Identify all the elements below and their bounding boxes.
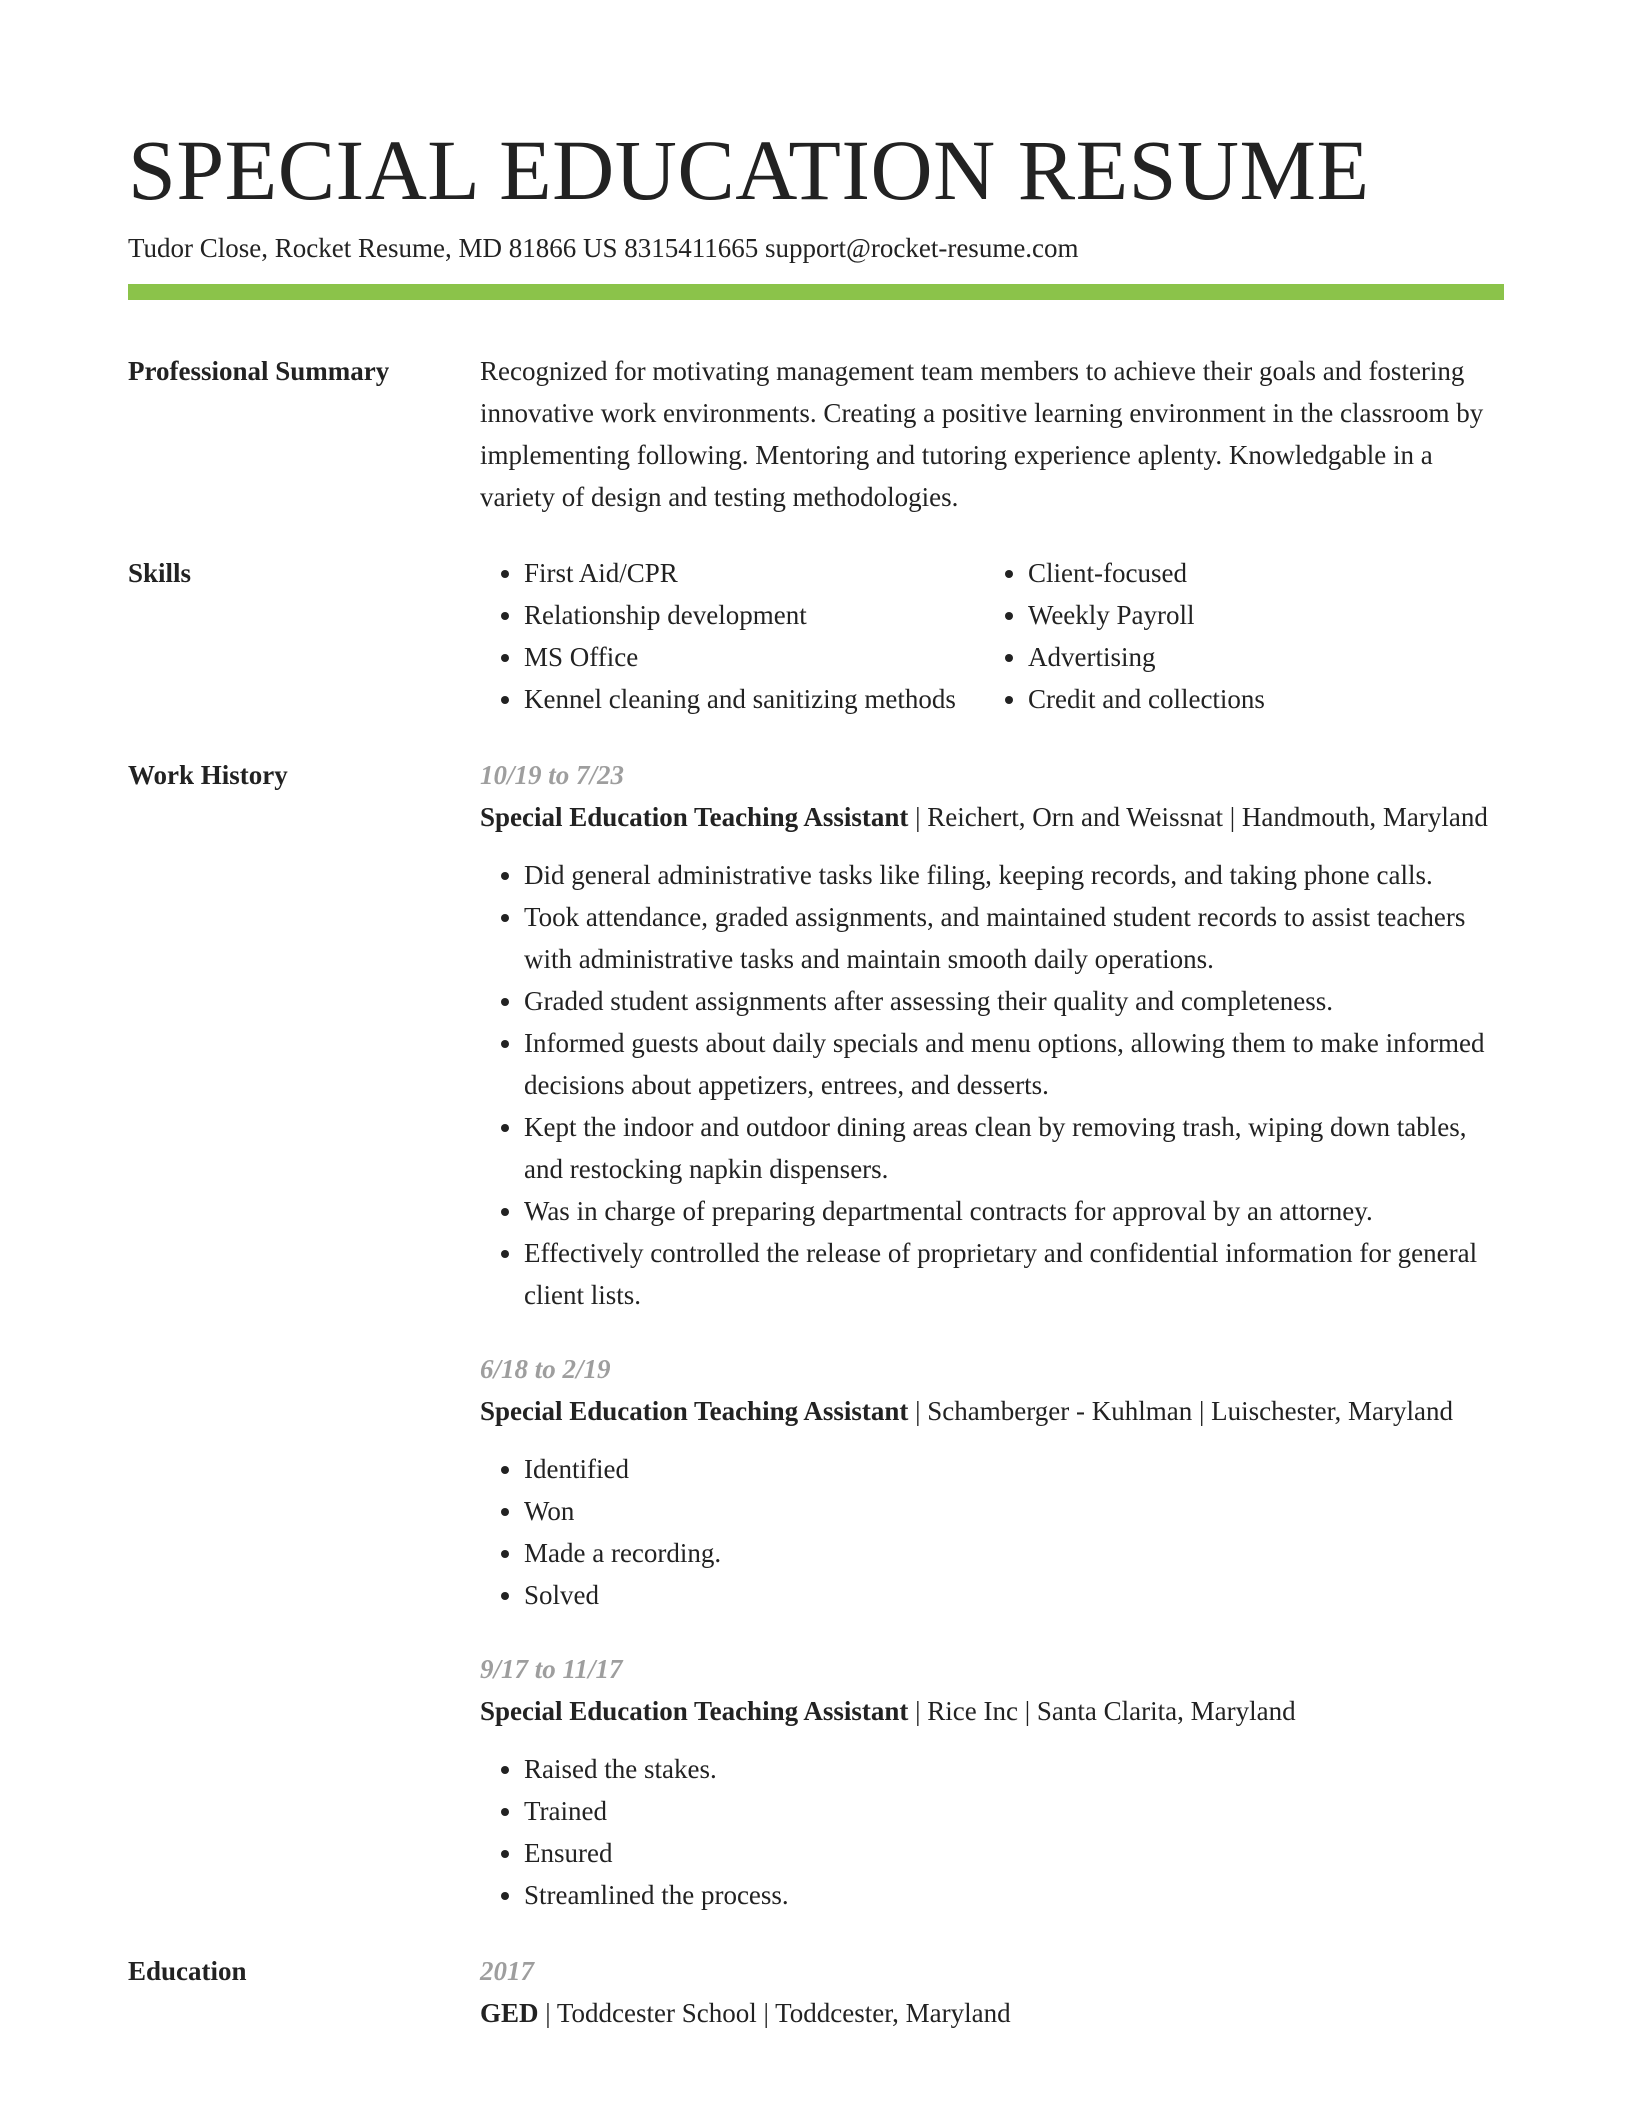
contact-info: Tudor Close, Rocket Resume, MD 81866 US 8315411665 support@rocket-resume.com	[128, 233, 1079, 263]
education-year: 2017	[480, 1956, 534, 1986]
summary-text: Recognized for motivating management team members to achieve their goals and fostering innovative work environments. Creating a positive learning environment in the classroom by implementing following. Mentoring and tutoring experience aplenty. Knowledgable in a variety of design and testing methodologies.	[480, 356, 1484, 512]
skills-section	[128, 552, 1504, 720]
job-bullet: • Did general administrative tasks like filing, keeping records, and taking phone calls.	[524, 854, 1504, 896]
skill-item: • First Aid/CPR	[524, 552, 984, 594]
skill-item: • Relationship development	[524, 594, 984, 636]
job-entry	[480, 1648, 1504, 1916]
job-bullet: • Raised the stakes.	[524, 1748, 1504, 1790]
section-label: Education	[128, 1956, 247, 1986]
skills-list-right	[984, 552, 1504, 720]
job-bullet: • Effectively controlled the release of proprietary and confidential information for general client lists.	[524, 1232, 1504, 1316]
job-bullet: • Identified	[524, 1448, 1504, 1490]
job-bullets	[480, 1448, 1504, 1616]
professional-summary-section	[128, 350, 1504, 518]
section-label: Skills	[128, 558, 192, 588]
skill-item: • Client-focused	[1028, 552, 1504, 594]
education-content	[480, 1950, 1504, 2034]
job-employer-location: | Reichert, Orn and Weissnat | Handmouth, Maryland	[908, 802, 1488, 832]
education-degree: GED	[480, 1998, 539, 2028]
job-bullet: • Took attendance, graded assignments, and maintained student records to assist teachers with administrative tasks and maintain smooth daily operations.	[524, 896, 1504, 980]
job-title: Special Education Teaching Assistant	[480, 1696, 909, 1726]
job-dates: 10/19 to 7/23	[480, 760, 625, 790]
work-history-section	[128, 754, 1504, 1916]
section-label: Professional Summary	[128, 356, 390, 386]
education-heading	[480, 1992, 1504, 2034]
skills-grid	[480, 552, 1504, 720]
skill-item: • Advertising	[1028, 636, 1504, 678]
section-label: Work History	[128, 760, 288, 790]
job-title: Special Education Teaching Assistant	[480, 1396, 909, 1426]
education-school-location: | Toddcester School | Toddcester, Maryland	[538, 1998, 1011, 2028]
job-bullet: • Streamlined the process.	[524, 1874, 1504, 1916]
job-employer-location: | Schamberger - Kuhlman | Luischester, Maryland	[908, 1396, 1453, 1426]
skills-list-left	[480, 552, 984, 720]
job-bullet: • Won	[524, 1490, 1504, 1532]
job-heading	[480, 1390, 1504, 1432]
resume-page	[128, 120, 1504, 2034]
job-bullet: • Trained	[524, 1790, 1504, 1832]
work-history-content	[480, 754, 1504, 1916]
job-employer-location: | Rice Inc | Santa Clarita, Maryland	[908, 1696, 1296, 1726]
job-bullet: • Made a recording.	[524, 1532, 1504, 1574]
skill-item: • Credit and collections	[1028, 678, 1504, 720]
header-divider	[128, 284, 1504, 300]
skill-item: • Kennel cleaning and sanitizing methods	[524, 678, 984, 720]
job-bullet: • Was in charge of preparing departmental contracts for approval by an attorney.	[524, 1190, 1504, 1232]
job-bullet: • Ensured	[524, 1832, 1504, 1874]
job-entry	[480, 1348, 1504, 1616]
job-bullet: • Solved	[524, 1574, 1504, 1616]
job-bullet: • Kept the indoor and outdoor dining areas clean by removing trash, wiping down tables, and restocking napkin dispensers.	[524, 1106, 1504, 1190]
job-bullet: • Informed guests about daily specials and menu options, allowing them to make informed decisions about appetizers, entrees, and desserts.	[524, 1022, 1504, 1106]
education-section	[128, 1950, 1504, 2034]
skill-item: • Weekly Payroll	[1028, 594, 1504, 636]
job-heading	[480, 1690, 1504, 1732]
job-dates: 9/17 to 11/17	[480, 1654, 623, 1684]
job-entry	[480, 754, 1504, 1316]
job-bullet: • Graded student assignments after assessing their quality and completeness.	[524, 980, 1504, 1022]
skill-item: • MS Office	[524, 636, 984, 678]
job-dates: 6/18 to 2/19	[480, 1354, 611, 1384]
job-heading	[480, 796, 1504, 838]
job-bullets	[480, 1748, 1504, 1916]
page-title: SPECIAL EDUCATION RESUME	[128, 122, 1370, 218]
job-bullets	[480, 854, 1504, 1316]
job-title: Special Education Teaching Assistant	[480, 802, 909, 832]
